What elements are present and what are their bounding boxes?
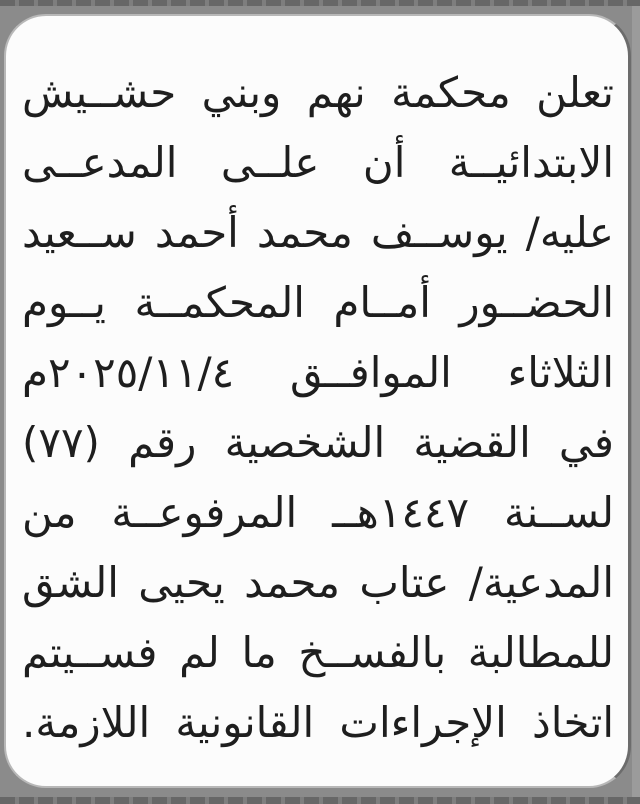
announcement-card xyxy=(4,14,631,788)
announcement-line-8: المدعية/ عتاب محمد يحيى الشق xyxy=(22,558,614,607)
announcement-line-5: الثلاثاء الموافــق ٢٠٢٥/١١/٤م xyxy=(22,348,614,397)
announcement-line-9: للمطالبة بالفســخ ما لم فســيتم xyxy=(22,628,614,677)
bottom-trim-line xyxy=(0,797,640,804)
announcement-line-4: الحضــور أمــام المحكمــة يــوم xyxy=(22,278,614,327)
announcement-line-3: عليه/ يوســف محمد أحمد ســعيد xyxy=(22,208,614,257)
right-margin-strip xyxy=(632,6,640,797)
announcement-line-10: اتخاذ الإجراءات القانونية اللازمة. xyxy=(22,698,614,747)
top-trim-line xyxy=(0,0,640,6)
announcement-line-1: تعلن محكمة نهم وبني حشــيش xyxy=(22,68,614,117)
announcement-line-6: في القضية الشخصية رقم (٧٧) xyxy=(22,418,614,467)
announcement-line-7: لســنة ١٤٤٧هــ المرفوعــة من xyxy=(22,488,615,537)
announcement-line-2: الابتدائيــة أن علــى المدعــى xyxy=(22,138,614,187)
